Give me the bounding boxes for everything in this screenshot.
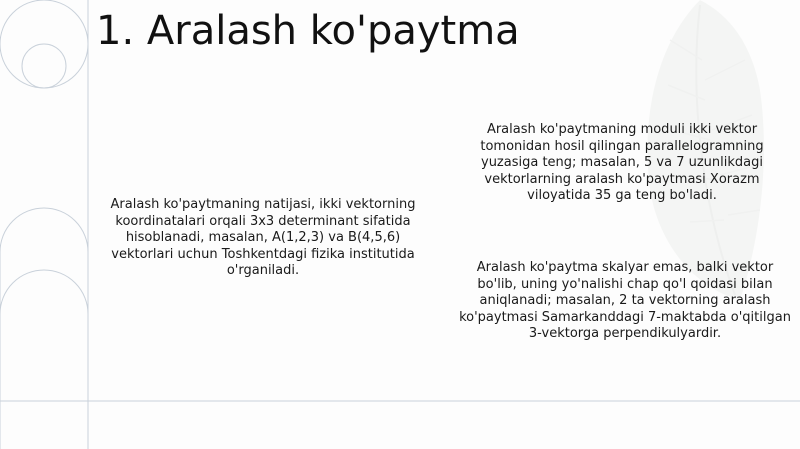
- paragraph-modulus: Aralash ko'paytmaning moduli ikki vektor tomonidan hosil qilingan parallelogramning yuzasiga teng; masalan, 5 va 7 uzunlikdagi vektorlarning aralash ko'paytmasi Xorazm viloyatida 35 ga teng bo'ladi.: [480, 122, 764, 203]
- slide-title: 1. Aralash ko'paytma: [96, 8, 520, 54]
- paragraph-direction: Aralash ko'paytma skalyar emas, balki vektor bo'lib, uning yo'nalishi chap qo'l qoidasi bilan aniqlanadi; masalan, 2 ta vektorning aralash ko'paytmasi Samarkanddagi 7-maktabda o'qitilgan 3-vektorga perpendikulyardir.: [459, 260, 791, 341]
- upper-arch-outline: [0, 208, 88, 449]
- small-circle-outline: [22, 44, 66, 88]
- lower-arch-outline: [0, 270, 88, 314]
- paragraph-determinant: Aralash ko'paytmaning natijasi, ikki vektorning koordinatalari orqali 3x3 determinant sifatida hisoblanadi, masalan, A(1,2,3) va B(4,5,6) vektorlari uchun Toshkentdagi fizika institutida o'rganiladi.: [110, 197, 416, 278]
